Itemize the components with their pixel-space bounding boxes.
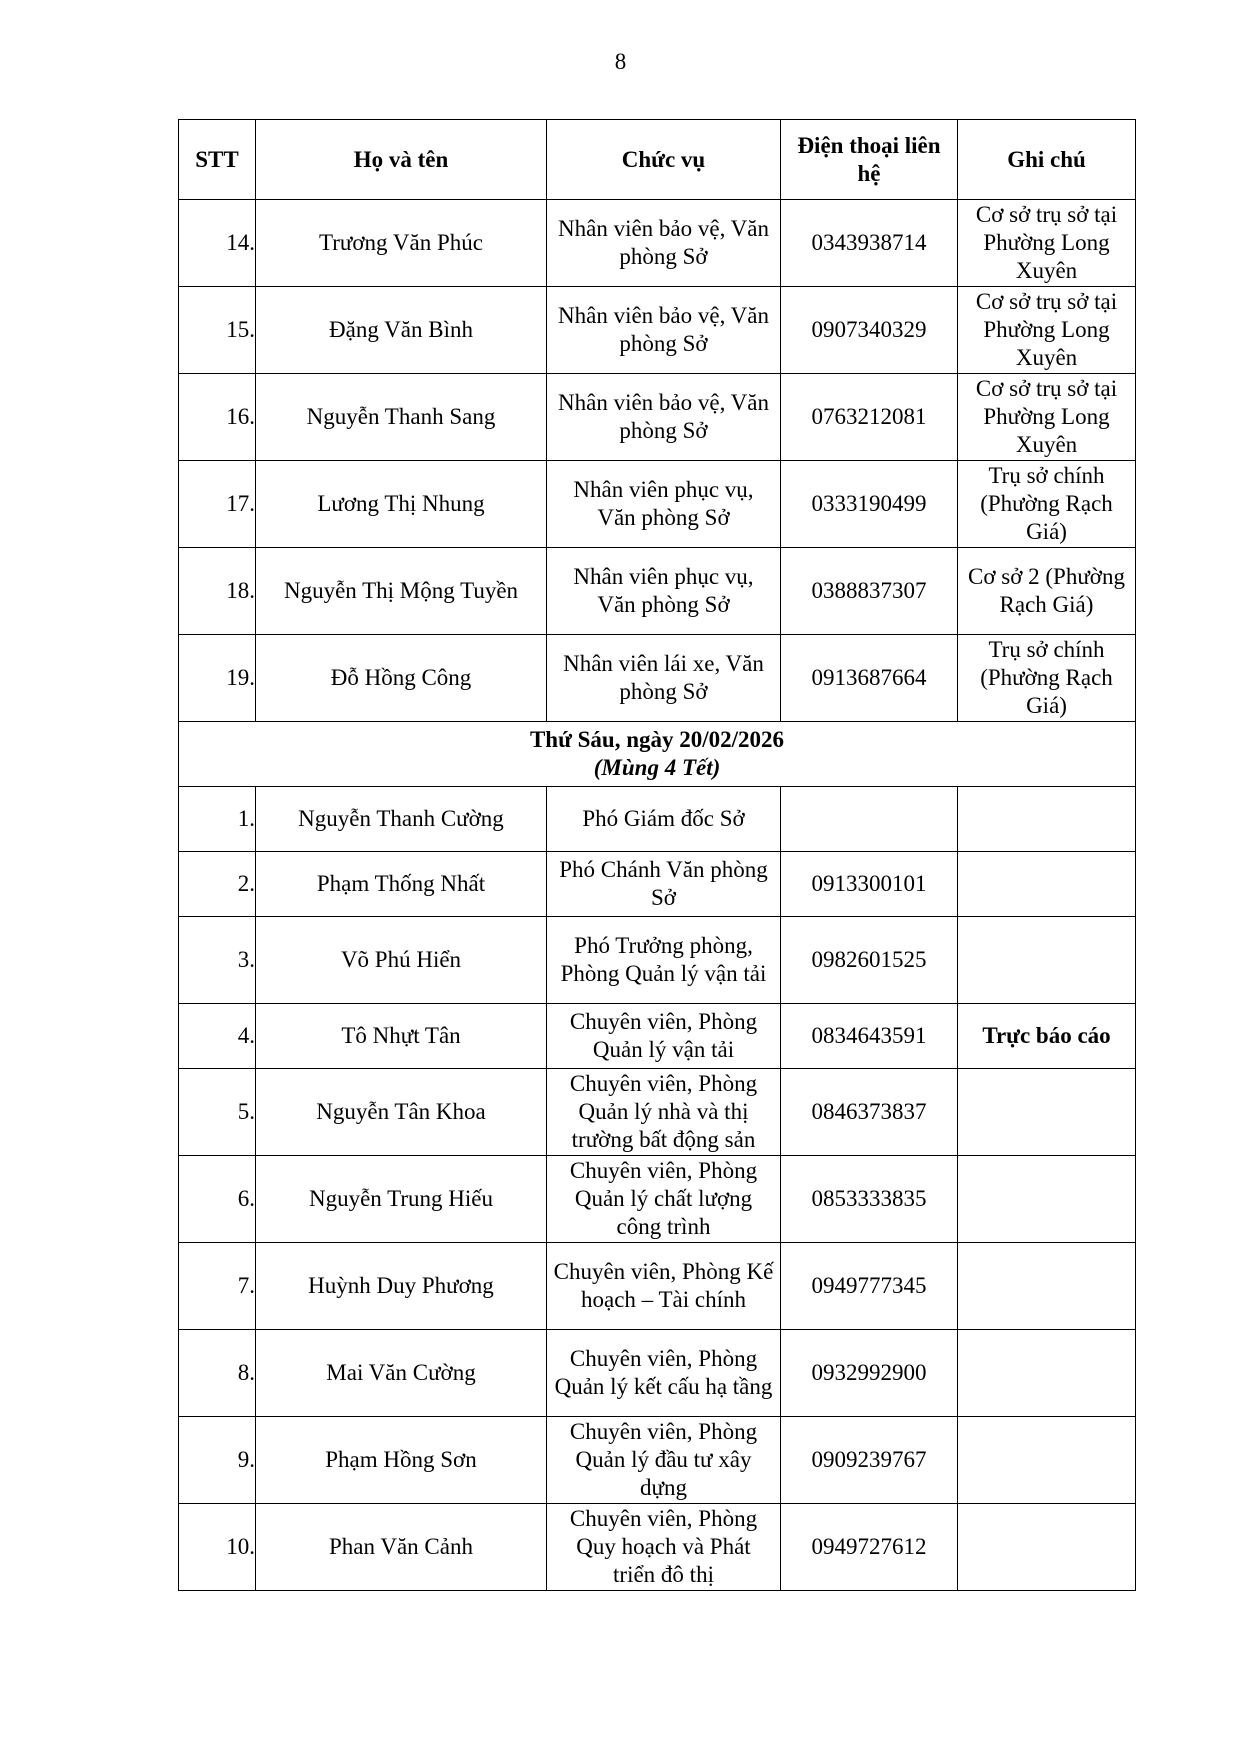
row-note xyxy=(958,1330,1136,1417)
row-note xyxy=(958,787,1136,852)
row-phone: 0343938714 xyxy=(781,200,958,287)
column-header-phone: Điện thoại liên hệ xyxy=(781,120,958,200)
row-position: Chuyên viên, Phòng Quản lý nhà và thị trường bất động sản xyxy=(547,1069,781,1156)
row-note xyxy=(958,1069,1136,1156)
row-name: Nguyễn Tân Khoa xyxy=(256,1069,547,1156)
row-stt: 6. xyxy=(179,1156,256,1243)
row-stt: 5. xyxy=(179,1069,256,1156)
row-stt: 16. xyxy=(179,374,256,461)
row-stt: 4. xyxy=(179,1004,256,1069)
duty-roster-table xyxy=(178,119,1136,1591)
row-position: Chuyên viên, Phòng Kế hoạch – Tài chính xyxy=(547,1243,781,1330)
row-phone: 0763212081 xyxy=(781,374,958,461)
row-phone: 0932992900 xyxy=(781,1330,958,1417)
row-position: Nhân viên phục vụ, Văn phòng Sở xyxy=(547,548,781,635)
page-number: 8 xyxy=(614,49,627,74)
row-name: Phạm Hồng Sơn xyxy=(256,1417,547,1504)
column-header-stt: STT xyxy=(179,120,256,200)
row-position: Chuyên viên, Phòng Quản lý đầu tư xây dựng xyxy=(547,1417,781,1504)
row-stt: 7. xyxy=(179,1243,256,1330)
row-name: Nguyễn Thị Mộng Tuyền xyxy=(256,548,547,635)
row-name: Mai Văn Cường xyxy=(256,1330,547,1417)
table-row xyxy=(179,1417,1136,1504)
row-note: Trụ sở chính (Phường Rạch Giá) xyxy=(958,635,1136,722)
row-position: Phó Chánh Văn phòng Sở xyxy=(547,852,781,917)
table-row xyxy=(179,200,1136,287)
row-phone: 0913300101 xyxy=(781,852,958,917)
table-header-row xyxy=(179,120,1136,200)
row-name: Tô Nhựt Tân xyxy=(256,1004,547,1069)
row-note xyxy=(958,1243,1136,1330)
column-header-name: Họ và tên xyxy=(256,120,547,200)
table-row xyxy=(179,787,1136,852)
table-row xyxy=(179,461,1136,548)
row-stt: 9. xyxy=(179,1417,256,1504)
row-name: Phạm Thống Nhất xyxy=(256,852,547,917)
row-position: Phó Trưởng phòng, Phòng Quản lý vận tải xyxy=(547,917,781,1004)
row-position: Nhân viên bảo vệ, Văn phòng Sở xyxy=(547,287,781,374)
table-row xyxy=(179,1504,1136,1591)
row-phone: 0853333835 xyxy=(781,1156,958,1243)
row-name: Võ Phú Hiển xyxy=(256,917,547,1004)
row-name: Phan Văn Cảnh xyxy=(256,1504,547,1591)
row-phone: 0846373837 xyxy=(781,1069,958,1156)
row-name: Huỳnh Duy Phương xyxy=(256,1243,547,1330)
row-stt: 17. xyxy=(179,461,256,548)
table-row xyxy=(179,1069,1136,1156)
row-position: Phó Giám đốc Sở xyxy=(547,787,781,852)
row-phone: 0909239767 xyxy=(781,1417,958,1504)
row-stt: 2. xyxy=(179,852,256,917)
section-subtitle: (Mùng 4 Tết) xyxy=(593,755,721,780)
row-name: Lương Thị Nhung xyxy=(256,461,547,548)
row-phone: 0834643591 xyxy=(781,1004,958,1069)
row-name: Đặng Văn Bình xyxy=(256,287,547,374)
row-phone: 0949777345 xyxy=(781,1243,958,1330)
row-phone xyxy=(781,787,958,852)
column-header-position: Chức vụ xyxy=(547,120,781,200)
table-row xyxy=(179,635,1136,722)
section-date: Thứ Sáu, ngày 20/02/2026 xyxy=(529,727,785,752)
row-position: Chuyên viên, Phòng Quy hoạch và Phát triển đô thị xyxy=(547,1504,781,1591)
row-stt: 10. xyxy=(179,1504,256,1591)
section-header-row xyxy=(179,722,1136,787)
table-row xyxy=(179,1330,1136,1417)
row-phone: 0388837307 xyxy=(781,548,958,635)
table-row xyxy=(179,287,1136,374)
row-note xyxy=(958,1504,1136,1591)
column-header-note: Ghi chú xyxy=(958,120,1136,200)
row-phone: 0913687664 xyxy=(781,635,958,722)
table-row xyxy=(179,548,1136,635)
row-position: Chuyên viên, Phòng Quản lý kết cấu hạ tầng xyxy=(547,1330,781,1417)
row-name: Nguyễn Thanh Sang xyxy=(256,374,547,461)
row-note xyxy=(958,852,1136,917)
row-note: Cơ sở trụ sở tại Phường Long Xuyên xyxy=(958,200,1136,287)
row-note xyxy=(958,1417,1136,1504)
row-position: Nhân viên phục vụ, Văn phòng Sở xyxy=(547,461,781,548)
row-name: Trương Văn Phúc xyxy=(256,200,547,287)
table-row xyxy=(179,1004,1136,1069)
row-note: Cơ sở trụ sở tại Phường Long Xuyên xyxy=(958,287,1136,374)
row-note: Cơ sở trụ sở tại Phường Long Xuyên xyxy=(958,374,1136,461)
row-stt: 19. xyxy=(179,635,256,722)
row-position: Nhân viên lái xe, Văn phòng Sở xyxy=(547,635,781,722)
table-row xyxy=(179,1243,1136,1330)
row-note: Trụ sở chính (Phường Rạch Giá) xyxy=(958,461,1136,548)
row-note xyxy=(958,1156,1136,1243)
row-stt: 15. xyxy=(179,287,256,374)
table-row xyxy=(179,374,1136,461)
row-stt: 1. xyxy=(179,787,256,852)
table-row xyxy=(179,1156,1136,1243)
row-stt: 3. xyxy=(179,917,256,1004)
row-note: Trực báo cáo xyxy=(958,1004,1136,1069)
row-note xyxy=(958,917,1136,1004)
row-name: Đỗ Hồng Công xyxy=(256,635,547,722)
row-phone: 0949727612 xyxy=(781,1504,958,1591)
row-position: Chuyên viên, Phòng Quản lý vận tải xyxy=(547,1004,781,1069)
row-note: Cơ sở 2 (Phường Rạch Giá) xyxy=(958,548,1136,635)
row-stt: 8. xyxy=(179,1330,256,1417)
row-position: Nhân viên bảo vệ, Văn phòng Sở xyxy=(547,200,781,287)
row-position: Chuyên viên, Phòng Quản lý chất lượng công trình xyxy=(547,1156,781,1243)
row-phone: 0982601525 xyxy=(781,917,958,1004)
row-stt: 14. xyxy=(179,200,256,287)
table-row xyxy=(179,917,1136,1004)
row-name: Nguyễn Thanh Cường xyxy=(256,787,547,852)
row-position: Nhân viên bảo vệ, Văn phòng Sở xyxy=(547,374,781,461)
table-row xyxy=(179,852,1136,917)
section-header-cell xyxy=(179,722,1136,787)
row-name: Nguyễn Trung Hiếu xyxy=(256,1156,547,1243)
row-phone: 0907340329 xyxy=(781,287,958,374)
row-phone: 0333190499 xyxy=(781,461,958,548)
row-stt: 18. xyxy=(179,548,256,635)
